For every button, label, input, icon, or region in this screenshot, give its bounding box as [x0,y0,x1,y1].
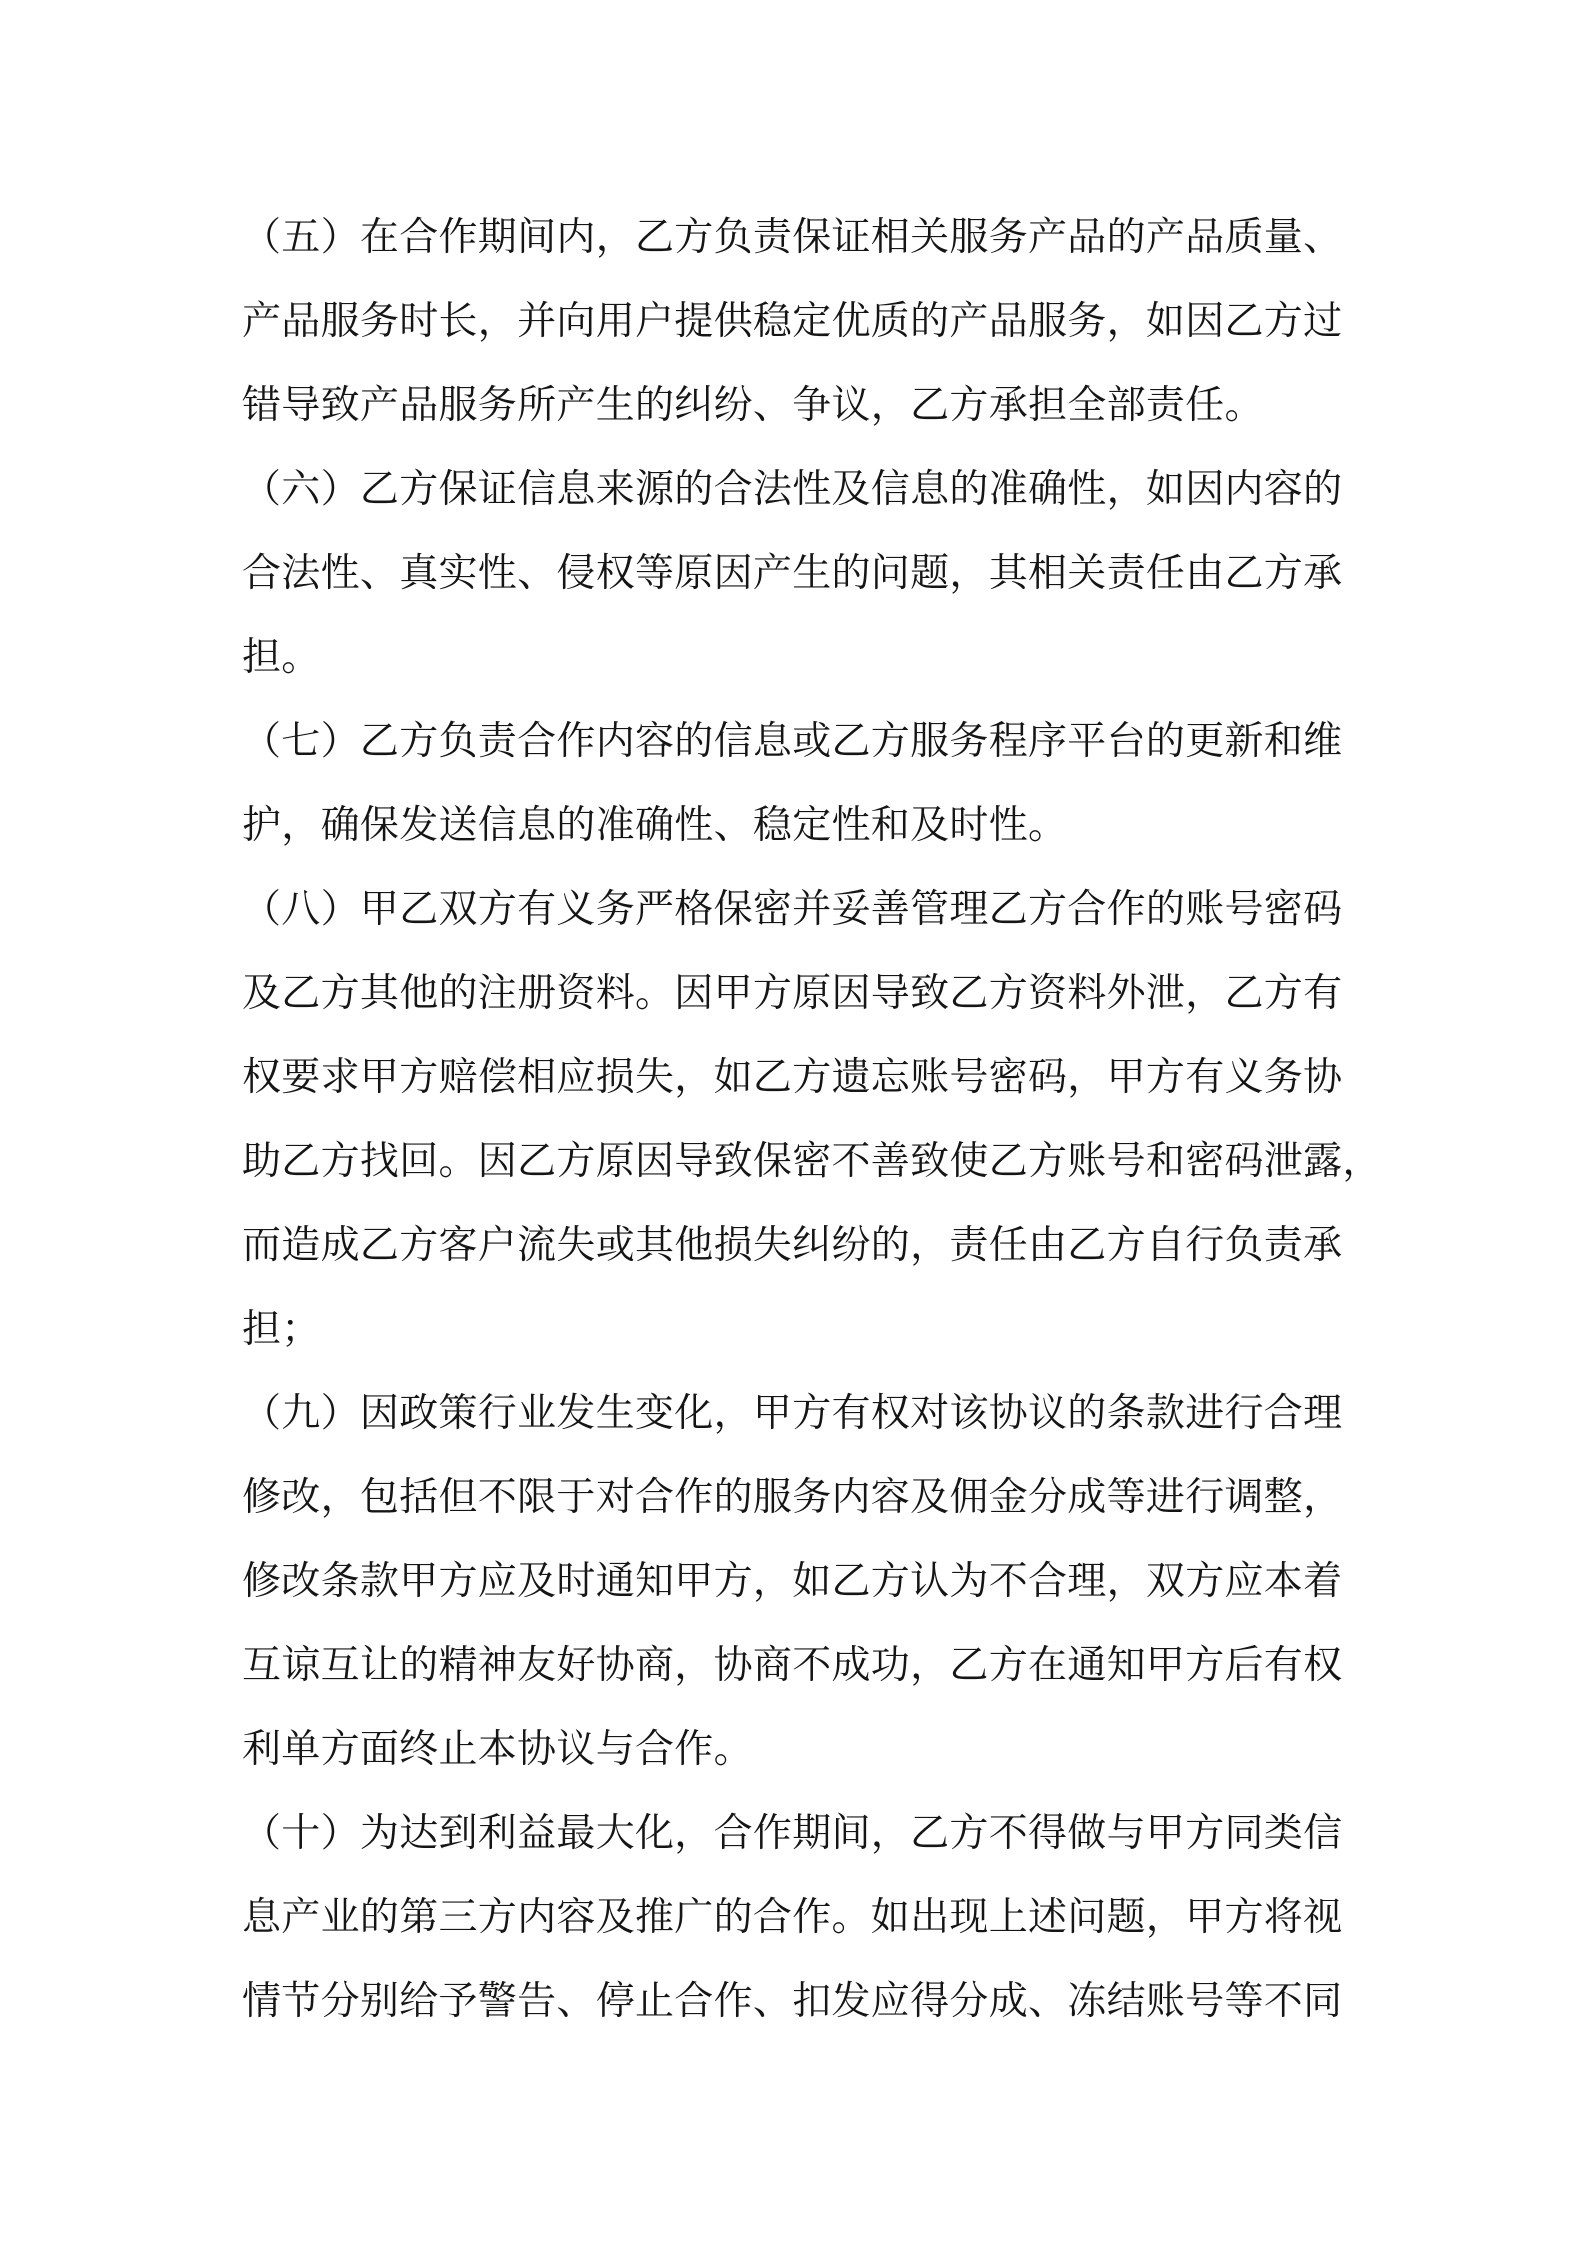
clause-line: （六）乙方保证信息来源的合法性及信息的准确性，如因内容的 [242,467,1343,512]
clause-line: （七）乙方负责合作内容的信息或乙方服务程序平台的更新和维 [242,719,1343,764]
clause-line: 息产业的第三方内容及推广的合作。如出现上述问题，甲方将视 [242,1895,1343,1940]
clause-line: （九）因政策行业发生变化，甲方有权对该协议的条款进行合理 [242,1391,1343,1436]
clause-line: 助乙方找回。因乙方原因导致保密不善致使乙方账号和密码泄露， [242,1139,1382,1184]
clause-line: 合法性、真实性、侵权等原因产生的问题，其相关责任由乙方承 [242,551,1343,596]
clause-9 [242,1372,1372,1792]
clause-line: 错导致产品服务所产生的纠纷、争议，乙方承担全部责任。 [242,383,1264,428]
clause-line: 产品服务时长，并向用户提供稳定优质的产品服务，如因乙方过 [242,299,1343,344]
clause-line: 修改，包括但不限于对合作的服务内容及佣金分成等进行调整， [242,1475,1343,1520]
clause-line: 担。 [242,635,321,680]
clause-6 [242,448,1372,700]
clause-list [242,196,1382,2044]
clause-line: （八）甲乙双方有义务严格保密并妥善管理乙方合作的账号密码 [242,887,1343,932]
clause-line: 及乙方其他的注册资料。因甲方原因导致乙方资料外泄，乙方有 [242,971,1343,1016]
clause-10 [242,1792,1372,2044]
clause-line: 护，确保发送信息的准确性、稳定性和及时性。 [242,803,1068,848]
clause-8 [242,868,1382,1372]
clause-line: 互谅互让的精神友好协商，协商不成功，乙方在通知甲方后有权 [242,1643,1343,1688]
clause-line: 权要求甲方赔偿相应损失，如乙方遗忘账号密码，甲方有义务协 [242,1055,1343,1100]
clause-line: 修改条款甲方应及时通知甲方，如乙方认为不合理，双方应本着 [242,1559,1343,1604]
clause-7 [242,700,1372,868]
clause-line: 利单方面终止本协议与合作。 [242,1727,753,1772]
clause-5 [242,196,1372,448]
clause-line: （十）为达到利益最大化，合作期间，乙方不得做与甲方同类信 [242,1811,1343,1856]
clause-line: 而造成乙方客户流失或其他损失纠纷的，责任由乙方自行负责承 [242,1223,1343,1268]
clause-line: 担； [242,1307,321,1352]
clause-line: （五）在合作期间内，乙方负责保证相关服务产品的产品质量、 [242,215,1343,260]
clause-line: 情节分别给予警告、停止合作、扣发应得分成、冻结账号等不同 [242,1979,1343,2024]
